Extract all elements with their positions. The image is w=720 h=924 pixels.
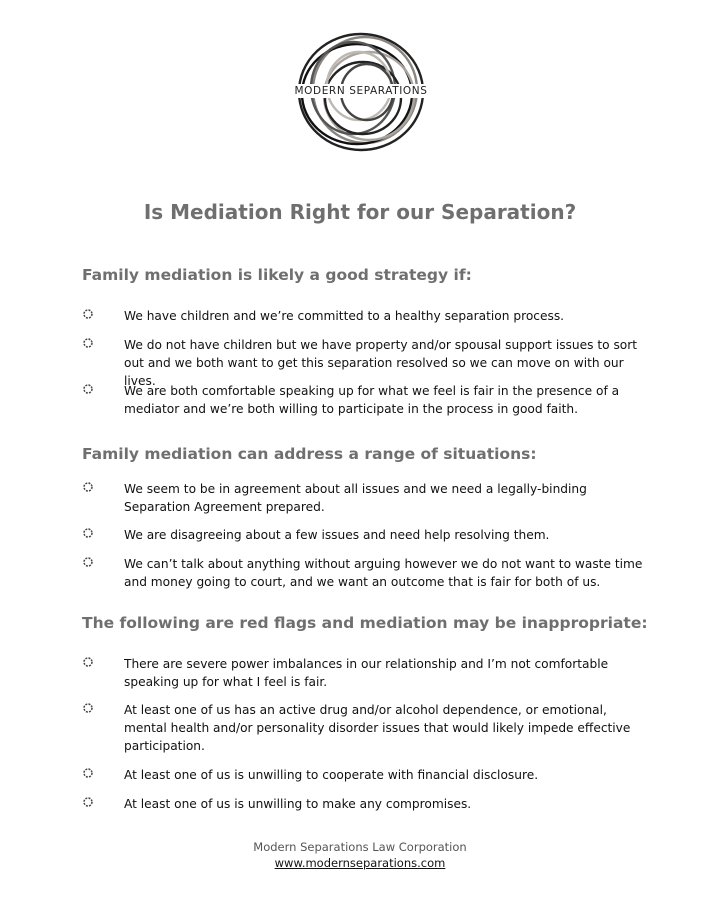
list-item-text: We seem to be in agreement about all issues and we need a legally-binding Separation Agreement prepared. <box>124 482 587 514</box>
circle-bullet-icon <box>82 556 94 568</box>
list-item-text: We can’t talk about anything without arguing however we do not want to waste time and money going to court, and we want an outcome that is fair for both of us. <box>124 557 643 589</box>
logo <box>291 28 431 156</box>
logo-brand-text: MODERN SEPARATIONS <box>291 84 431 98</box>
circle-bullet-icon <box>82 702 94 714</box>
list-item-text: We are disagreeing about a few issues and need help resolving them. <box>124 528 550 542</box>
circle-bullet-icon <box>82 767 94 779</box>
list-item-text: At least one of us is unwilling to cooperate with financial disclosure. <box>124 768 539 782</box>
circle-bullet-icon <box>82 656 94 668</box>
section-heading-range-of-situations: Family mediation can address a range of situations: <box>82 445 537 463</box>
list-item-text: At least one of us is unwilling to make any compromises. <box>124 797 472 811</box>
list-item-text: We have children and we’re committed to a healthy separation process. <box>124 309 565 323</box>
footer-website-link[interactable]: www.modernseparations.com <box>274 856 446 870</box>
circle-bullet-icon <box>82 337 94 349</box>
circle-bullet-icon <box>82 481 94 493</box>
list-item-text: We do not have children but we have property and/or spousal support issues to sort out and we both want to get this separation resolved so we can move on with our lives. <box>124 338 638 388</box>
section-heading-red-flags: The following are red flags and mediation may be inappropriate: <box>82 614 648 632</box>
section-heading-good-strategy: Family mediation is likely a good strategy if: <box>82 266 472 284</box>
circle-bullet-icon <box>82 308 94 320</box>
list-item-text: At least one of us has an active drug and/or alcohol dependence, or emotional, mental health and/or personality disorder issues that would likely impede effective participation. <box>124 703 631 753</box>
list-item-text: There are severe power imbalances in our relationship and I’m not comfortable speaking up for what I feel is fair. <box>124 657 609 689</box>
page-title: Is Mediation Right for our Separation? <box>143 200 577 224</box>
circle-bullet-icon <box>82 383 94 395</box>
list-item-text: We are both comfortable speaking up for what we feel is fair in the presence of a mediator and we’re both willing to participate in the process in good faith. <box>124 384 620 416</box>
circle-bullet-icon <box>82 796 94 808</box>
footer-company-name: Modern Separations Law Corporation <box>253 840 467 854</box>
circle-bullet-icon <box>82 527 94 539</box>
